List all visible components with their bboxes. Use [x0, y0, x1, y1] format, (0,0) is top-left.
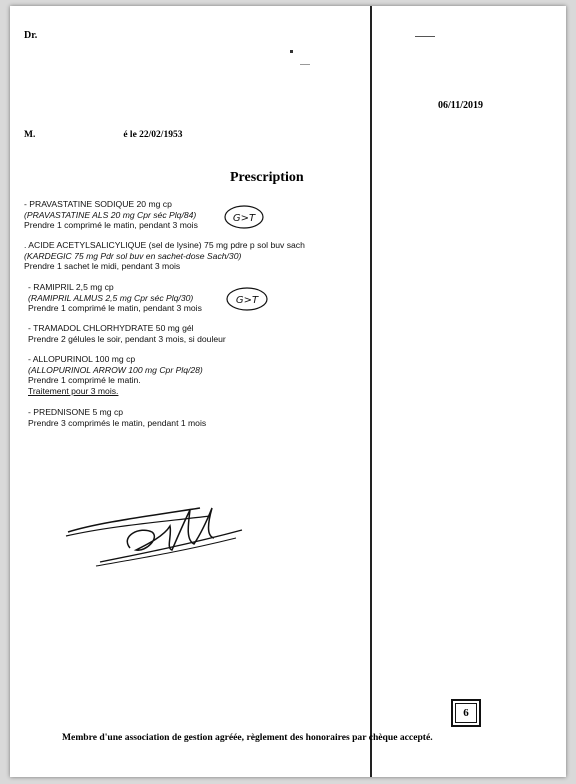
- patient-line: [24, 130, 182, 140]
- patient-birthdate: é le 22/02/1953: [123, 130, 183, 140]
- stamp-text: G>T: [232, 213, 256, 224]
- scan-speck: [415, 36, 435, 37]
- handwritten-signature: [60, 496, 250, 576]
- prescription-page: [10, 6, 566, 777]
- medication-name: . ACIDE ACETYLSALICYLIQUE (sel de lysine) 75 mg pdre p sol buv sach: [24, 240, 305, 250]
- page-number-box: [451, 699, 481, 727]
- medication-name: - ALLOPURINOL 100 mg cp: [28, 354, 136, 364]
- page-title: Prescription: [230, 170, 304, 185]
- medication-instructions: Prendre 3 comprimés le matin, pendant 1 mois: [28, 417, 207, 428]
- medication-generic: (RAMIPRIL ALMUS 2,5 mg Cpr séc Plq/30): [28, 292, 194, 303]
- scan-fold-line: [370, 6, 372, 777]
- treatment-duration-note: Traitement pour 3 mois.: [28, 385, 119, 396]
- prescription-date: 06/11/2019: [438, 100, 484, 111]
- medication-instructions: Prendre 1 sachet le midi, pendant 3 mois: [24, 261, 181, 272]
- generic-stamp-1: [222, 203, 266, 231]
- medication-name: - TRAMADOL CHLORHYDRATE 50 mg gél: [28, 323, 194, 333]
- medication-instructions: Prendre 1 comprimé le matin, pendant 3 mois: [28, 303, 202, 314]
- footer-note: Membre d'une association de gestion agréée, règlement des honoraires par chèque accepté.: [62, 732, 433, 743]
- generic-stamp-2: [224, 285, 270, 313]
- medication-item: [28, 323, 226, 344]
- medication-item: [28, 354, 203, 396]
- medication-item: [24, 240, 305, 272]
- medication-generic: (KARDEGIC 75 mg Pdr sol buv en sachet-dose Sach/30): [24, 250, 242, 261]
- medication-item: [28, 282, 202, 314]
- medication-instructions: Prendre 1 comprimé le matin.: [28, 375, 141, 386]
- medication-instructions: Prendre 1 comprimé le matin, pendant 3 mois: [24, 220, 198, 231]
- medication-generic: (PRAVASTATINE ALS 20 mg Cpr séc Plq/84): [24, 209, 197, 220]
- stamp-text: G>T: [235, 295, 259, 306]
- medication-item: [24, 199, 198, 231]
- scan-speck: [300, 64, 310, 65]
- medication-name: - PRAVASTATINE SODIQUE 20 mg cp: [24, 199, 172, 209]
- scan-speck: [290, 50, 293, 53]
- medication-name: - PREDNISONE 5 mg cp: [28, 407, 124, 417]
- medication-generic: (ALLOPURINOL ARROW 100 mg Cpr Plq/28): [28, 364, 203, 375]
- patient-label: M.: [24, 130, 36, 140]
- page-number: 6: [463, 707, 469, 719]
- doctor-label: Dr.: [24, 30, 38, 41]
- medication-name: - RAMIPRIL 2,5 mg cp: [28, 282, 114, 292]
- medication-instructions: Prendre 2 gélules le soir, pendant 3 mois, si douleur: [28, 333, 226, 344]
- medication-item: [28, 407, 206, 428]
